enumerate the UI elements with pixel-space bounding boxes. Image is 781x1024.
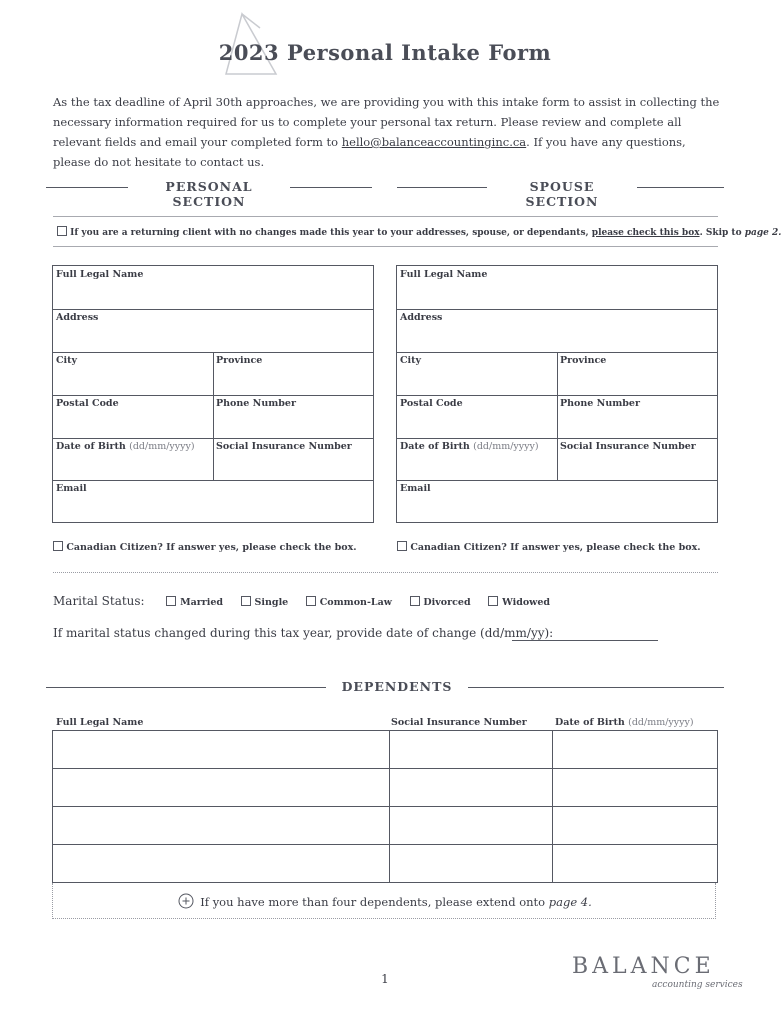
common-law-checkbox[interactable]: [306, 596, 316, 606]
divider: [53, 216, 718, 217]
table-row[interactable]: [53, 769, 717, 806]
dependents-col-name: Full Legal Name: [56, 717, 144, 728]
dependents-section-heading: DEPENDENTS: [326, 679, 468, 694]
spouse-citizen-checkbox[interactable]: [397, 541, 407, 551]
spouse-province-field[interactable]: Province: [560, 355, 607, 366]
page-number: 1: [381, 972, 389, 986]
table-row[interactable]: [53, 731, 717, 768]
divorced-checkbox[interactable]: [410, 596, 420, 606]
spouse-form-box: [396, 265, 718, 523]
personal-postal-field[interactable]: Postal Code: [56, 398, 119, 409]
marital-status-row: [53, 594, 550, 608]
single-checkbox[interactable]: [241, 596, 251, 606]
dependents-col-dob: Date of Birth (dd/mm/yyyy): [555, 717, 694, 728]
returning-client-row: [57, 226, 781, 238]
returning-client-checkbox[interactable]: [57, 226, 67, 236]
email-link[interactable]: hello@balanceaccountinginc.ca: [341, 135, 527, 149]
widowed-checkbox[interactable]: [488, 596, 498, 606]
personal-address-field[interactable]: Address: [56, 312, 99, 323]
personal-dob-field[interactable]: Date of Birth (dd/mm/yyyy): [56, 441, 195, 452]
spouse-phone-field[interactable]: Phone Number: [560, 398, 640, 409]
intro-paragraph: [53, 92, 725, 172]
more-dependents-text: If you have more than four dependents, please extend onto: [200, 895, 549, 909]
brand-logo: BALANCE: [572, 954, 715, 979]
spouse-section-heading: SPOUSE SECTION: [487, 179, 637, 209]
married-checkbox[interactable]: [166, 596, 176, 606]
check-this-box-link: please check this box: [591, 228, 700, 238]
citizen-label: Canadian Citizen? If answer yes, please check the box.: [410, 542, 701, 553]
brand-tagline: accounting services: [652, 980, 743, 990]
spouse-dob-field[interactable]: Date of Birth (dd/mm/yyyy): [400, 441, 539, 452]
divider: [53, 246, 718, 247]
personal-full-name-field[interactable]: Full Legal Name: [56, 269, 144, 280]
personal-email-field[interactable]: Email: [56, 483, 87, 494]
spouse-postal-field[interactable]: Postal Code: [400, 398, 463, 409]
marital-change-text: If marital status changed during this tax year, provide date of change (dd/mm/yy):: [53, 626, 554, 640]
spouse-full-name-field[interactable]: Full Legal Name: [400, 269, 488, 280]
intro-text: As the tax deadline of April 30th approaches, we are providing you with this intake form to assist in collecting the necessary information required for us to complete your personal tax return. Please review and complete all relevant fields and email your completed form to: [53, 95, 720, 149]
table-row[interactable]: [53, 807, 717, 844]
personal-province-field[interactable]: Province: [216, 355, 263, 366]
skip-text: . Skip to: [699, 228, 745, 238]
spouse-address-field[interactable]: Address: [400, 312, 443, 323]
spouse-sin-field[interactable]: Social Insurance Number: [560, 441, 696, 452]
citizen-label: Canadian Citizen? If answer yes, please check the box.: [66, 542, 357, 553]
dotted-divider: [53, 572, 718, 573]
personal-city-field[interactable]: City: [56, 355, 78, 366]
marital-change-date-field[interactable]: [512, 640, 658, 641]
single-label: Single: [254, 597, 289, 608]
personal-section-heading: PERSONAL SECTION: [128, 179, 290, 209]
more-dependents-note: [0, 893, 770, 909]
intro-text-end: . If you have any questions, please do not hesitate to contact us.: [53, 135, 686, 169]
marital-status-label: Marital Status:: [53, 594, 145, 608]
plus-circle-icon: [178, 893, 194, 909]
table-row[interactable]: [53, 845, 717, 882]
widowed-label: Widowed: [502, 597, 551, 608]
personal-sin-field[interactable]: Social Insurance Number: [216, 441, 352, 452]
page-title: 2023 Personal Intake Form: [218, 40, 552, 65]
dependents-col-sin: Social Insurance Number: [391, 717, 527, 728]
personal-phone-field[interactable]: Phone Number: [216, 398, 296, 409]
personal-citizen-checkbox[interactable]: [53, 541, 63, 551]
personal-form-box: [52, 265, 374, 523]
married-label: Married: [180, 597, 224, 608]
dependents-table: [52, 730, 718, 883]
spouse-city-field[interactable]: City: [400, 355, 422, 366]
divorced-label: Divorced: [423, 597, 471, 608]
personal-citizen-row: [53, 541, 357, 553]
returning-client-text: If you are a returning client with no changes made this year to your addresses, spouse, or dependants,: [70, 228, 592, 238]
spouse-email-field[interactable]: Email: [400, 483, 431, 494]
spouse-citizen-row: [397, 541, 701, 553]
skip-page: page 2.: [744, 228, 781, 238]
more-dependents-page: page 4.: [548, 895, 592, 909]
common-law-label: Common-Law: [319, 597, 392, 608]
